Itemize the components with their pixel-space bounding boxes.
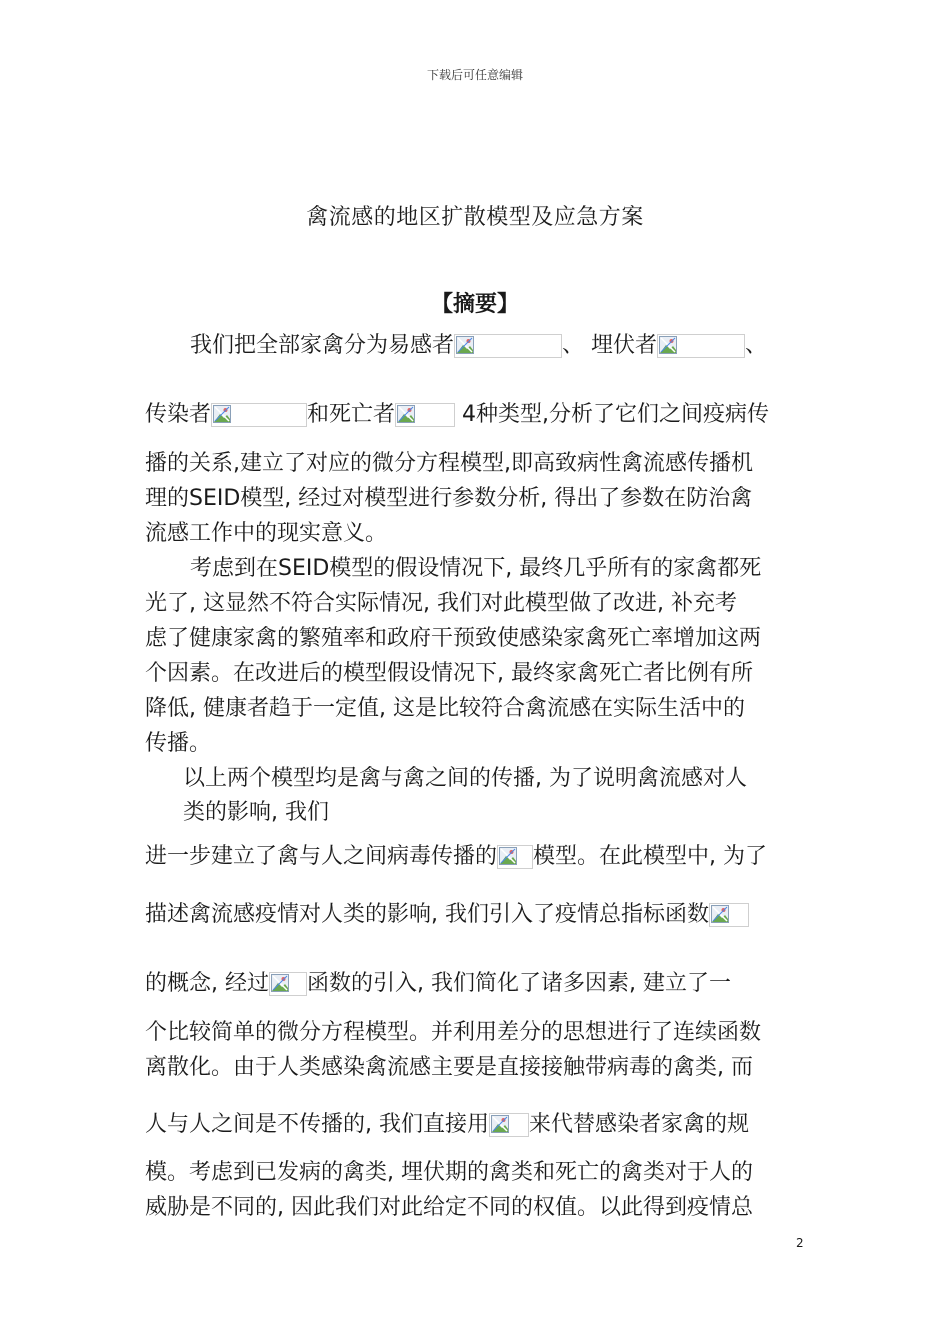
paragraph3-line7: 离散化。由于人类感染禽流感主要是直接接触带病毒的禽类, 而 <box>145 1055 753 1080</box>
paragraph1-line5: 流感工作中的现实意义。 <box>145 521 388 546</box>
formula-image-icon <box>657 334 745 358</box>
text-span: 4种类型,分析了它们之间疫病传 <box>455 402 770 427</box>
paragraph1-line3: 播的关系,建立了对应的微分方程模型,即高致病性禽流感传播机 <box>145 451 753 476</box>
paragraph2-line5: 降低, 健康者趋于一定值, 这是比较符合禽流感在实际生活中的 <box>145 696 745 721</box>
text-span: 模型。在此模型中, 为了 <box>533 844 768 869</box>
paragraph2-line4: 个因素。在改进后的模型假设情况下, 最终家禽死亡者比例有所 <box>145 661 753 686</box>
page-number: 2 <box>796 1236 804 1250</box>
paragraph3-line4 <box>145 900 749 930</box>
abstract-heading: 【摘要】 <box>430 292 519 317</box>
formula-image-icon <box>489 1113 529 1137</box>
paragraph3-line10: 威胁是不同的, 因此我们对此给定不同的权值。以此得到疫情总 <box>145 1195 753 1220</box>
paragraph3-line6: 个比较简单的微分方程模型。并利用差分的思想进行了连续函数 <box>145 1020 762 1045</box>
paragraph1-line2 <box>145 400 769 430</box>
text-span: 来代替感染者家禽的规 <box>529 1112 750 1137</box>
text-span: 、 埋伏者 <box>562 333 658 358</box>
text-span: 和死亡者 <box>307 402 396 427</box>
paragraph3-line1: 以上两个模型均是禽与禽之间的传播, 为了说明禽流感对人 <box>183 766 747 791</box>
text-span: 描述禽流感疫情对人类的影响, 我们引入了疫情总指标函数 <box>145 902 709 927</box>
text-span: 进一步建立了禽与人之间病毒传播的 <box>145 844 498 869</box>
formula-image-icon <box>269 972 307 996</box>
paragraph2-line3: 虑了健康家禽的繁殖率和政府干预致使感染家禽死亡率增加这两 <box>145 626 762 651</box>
paragraph2-line1: 考虑到在SEID模型的假设情况下, 最终几乎所有的家禽都死 <box>190 556 762 581</box>
formula-image-icon <box>497 845 533 869</box>
text-span: 我们把全部家禽分为易感者 <box>190 333 455 358</box>
paragraph3-line2: 类的影响, 我们 <box>183 800 329 825</box>
paragraph3-line8 <box>145 1110 749 1140</box>
text-span: 函数的引入, 我们简化了诸多因素, 建立了一 <box>307 971 731 996</box>
paragraph3-line9: 模。考虑到已发病的禽类, 埋伏期的禽类和死亡的禽类对于人的 <box>145 1160 753 1185</box>
paragraph1-line1 <box>190 331 767 361</box>
text-span: 、 <box>745 333 768 358</box>
page-header: 下载后可任意编辑 <box>426 68 523 82</box>
formula-image-icon <box>211 403 307 427</box>
text-span: 人与人之间是不传播的, 我们直接用 <box>145 1112 489 1137</box>
text-span: 的概念, 经过 <box>145 971 269 996</box>
text-span: 传染者 <box>145 402 212 427</box>
paragraph1-line4: 理的SEID模型, 经过对模型进行参数分析, 得出了参数在防治禽 <box>145 486 753 511</box>
paragraph2-line2: 光了, 这显然不符合实际情况, 我们对此模型做了改进, 补充考 <box>145 591 737 616</box>
paragraph3-line3 <box>145 842 767 872</box>
document-title: 禽流感的地区扩散模型及应急方案 <box>306 205 644 230</box>
formula-image-icon <box>454 334 562 358</box>
formula-image-icon <box>709 903 749 927</box>
paragraph2-line6: 传播。 <box>145 731 212 756</box>
formula-image-icon <box>395 403 455 427</box>
paragraph3-line5 <box>145 969 731 999</box>
